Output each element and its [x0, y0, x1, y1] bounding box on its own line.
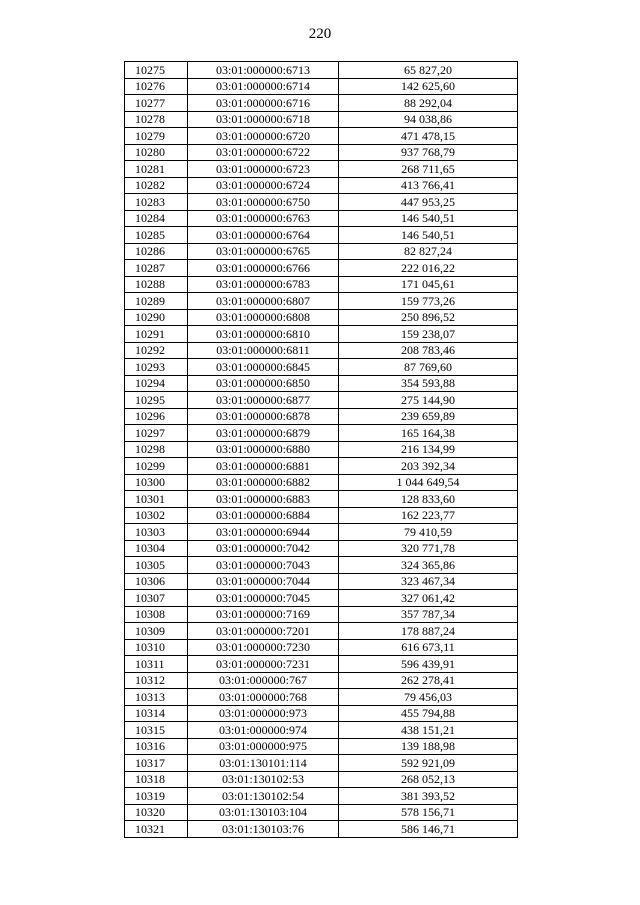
value-cell: 357 787,34 — [339, 606, 518, 623]
value-cell: 87 769,60 — [339, 359, 518, 376]
cadastral-number-cell: 03:01:000000:6764 — [188, 227, 339, 244]
row-number-cell: 10282 — [125, 177, 188, 194]
table-row — [125, 491, 518, 508]
cadastral-number-cell: 03:01:000000:7042 — [188, 540, 339, 557]
table-row — [125, 639, 518, 656]
table-row — [125, 227, 518, 244]
row-number-cell: 10275 — [125, 62, 188, 79]
row-number-cell: 10313 — [125, 689, 188, 706]
row-number-cell: 10291 — [125, 326, 188, 343]
cadastral-number-cell: 03:01:000000:7044 — [188, 573, 339, 590]
table-row — [125, 821, 518, 838]
cadastral-number-cell: 03:01:000000:6763 — [188, 210, 339, 227]
value-cell: 178 887,24 — [339, 623, 518, 640]
table-row — [125, 210, 518, 227]
table-row — [125, 738, 518, 755]
cadastral-number-cell: 03:01:000000:7201 — [188, 623, 339, 640]
cadastral-number-cell: 03:01:000000:6882 — [188, 474, 339, 491]
table-row — [125, 128, 518, 145]
row-number-cell: 10297 — [125, 425, 188, 442]
value-cell: 320 771,78 — [339, 540, 518, 557]
table-row — [125, 557, 518, 574]
cadastral-number-cell: 03:01:000000:6724 — [188, 177, 339, 194]
row-number-cell: 10306 — [125, 573, 188, 590]
row-number-cell: 10292 — [125, 342, 188, 359]
row-number-cell: 10311 — [125, 656, 188, 673]
value-cell: 455 794,88 — [339, 705, 518, 722]
table-row — [125, 78, 518, 95]
table-row — [125, 194, 518, 211]
value-cell: 128 833,60 — [339, 491, 518, 508]
table-row — [125, 788, 518, 805]
row-number-cell: 10307 — [125, 590, 188, 607]
cadastral-number-cell: 03:01:000000:6723 — [188, 161, 339, 178]
row-number-cell: 10294 — [125, 375, 188, 392]
value-cell: 937 768,79 — [339, 144, 518, 161]
table-row — [125, 359, 518, 376]
row-number-cell: 10289 — [125, 293, 188, 310]
row-number-cell: 10315 — [125, 722, 188, 739]
cadastral-number-cell: 03:01:000000:6845 — [188, 359, 339, 376]
table-row — [125, 804, 518, 821]
cadastral-number-cell: 03:01:000000:7169 — [188, 606, 339, 623]
row-number-cell: 10317 — [125, 755, 188, 772]
table-row — [125, 441, 518, 458]
cadastral-number-cell: 03:01:000000:7231 — [188, 656, 339, 673]
value-cell: 171 045,61 — [339, 276, 518, 293]
row-number-cell: 10310 — [125, 639, 188, 656]
table-row — [125, 161, 518, 178]
row-number-cell: 10277 — [125, 95, 188, 112]
value-cell: 327 061,42 — [339, 590, 518, 607]
value-cell: 208 783,46 — [339, 342, 518, 359]
value-cell: 381 393,52 — [339, 788, 518, 805]
value-cell: 592 921,09 — [339, 755, 518, 772]
cadastral-number-cell: 03:01:000000:6783 — [188, 276, 339, 293]
value-cell: 471 478,15 — [339, 128, 518, 145]
value-cell: 222 016,22 — [339, 260, 518, 277]
cadastral-number-cell: 03:01:130103:76 — [188, 821, 339, 838]
cadastral-number-cell: 03:01:000000:6720 — [188, 128, 339, 145]
row-number-cell: 10280 — [125, 144, 188, 161]
table-row — [125, 260, 518, 277]
page-number: 220 — [308, 26, 332, 42]
row-number-cell: 10293 — [125, 359, 188, 376]
cadastral-number-cell: 03:01:000000:6750 — [188, 194, 339, 211]
table-row — [125, 425, 518, 442]
row-number-cell: 10288 — [125, 276, 188, 293]
row-number-cell: 10296 — [125, 408, 188, 425]
row-number-cell: 10303 — [125, 524, 188, 541]
cadastral-number-cell: 03:01:000000:6884 — [188, 507, 339, 524]
cadastral-number-cell: 03:01:000000:6765 — [188, 243, 339, 260]
table-row — [125, 507, 518, 524]
value-cell: 159 773,26 — [339, 293, 518, 310]
cadastral-number-cell: 03:01:000000:6883 — [188, 491, 339, 508]
table-row — [125, 540, 518, 557]
row-number-cell: 10302 — [125, 507, 188, 524]
row-number-cell: 10285 — [125, 227, 188, 244]
table-row — [125, 111, 518, 128]
row-number-cell: 10284 — [125, 210, 188, 227]
value-cell: 586 146,71 — [339, 821, 518, 838]
cadastral-value-table — [124, 61, 518, 838]
table-row — [125, 293, 518, 310]
cadastral-number-cell: 03:01:000000:6807 — [188, 293, 339, 310]
table-row — [125, 144, 518, 161]
cadastral-number-cell: 03:01:000000:6881 — [188, 458, 339, 475]
table-row — [125, 590, 518, 607]
table-body — [125, 62, 518, 838]
cadastral-number-cell: 03:01:000000:6878 — [188, 408, 339, 425]
table-row — [125, 524, 518, 541]
table-row — [125, 95, 518, 112]
value-cell: 239 659,89 — [339, 408, 518, 425]
table-row — [125, 342, 518, 359]
value-cell: 447 953,25 — [339, 194, 518, 211]
cadastral-number-cell: 03:01:000000:6944 — [188, 524, 339, 541]
cadastral-number-cell: 03:01:130102:53 — [188, 771, 339, 788]
cadastral-number-cell: 03:01:000000:6850 — [188, 375, 339, 392]
cadastral-number-cell: 03:01:000000:6718 — [188, 111, 339, 128]
value-cell: 82 827,24 — [339, 243, 518, 260]
row-number-cell: 10286 — [125, 243, 188, 260]
value-cell: 88 292,04 — [339, 95, 518, 112]
cadastral-number-cell: 03:01:000000:6811 — [188, 342, 339, 359]
cadastral-number-cell: 03:01:000000:7230 — [188, 639, 339, 656]
row-number-cell: 10281 — [125, 161, 188, 178]
value-cell: 262 278,41 — [339, 672, 518, 689]
row-number-cell: 10298 — [125, 441, 188, 458]
value-cell: 79 410,59 — [339, 524, 518, 541]
value-cell: 203 392,34 — [339, 458, 518, 475]
table-row — [125, 606, 518, 623]
table-row — [125, 705, 518, 722]
table-row — [125, 62, 518, 79]
row-number-cell: 10305 — [125, 557, 188, 574]
value-cell: 146 540,51 — [339, 210, 518, 227]
row-number-cell: 10301 — [125, 491, 188, 508]
table-row — [125, 623, 518, 640]
row-number-cell: 10278 — [125, 111, 188, 128]
row-number-cell: 10287 — [125, 260, 188, 277]
row-number-cell: 10279 — [125, 128, 188, 145]
value-cell: 216 134,99 — [339, 441, 518, 458]
cadastral-number-cell: 03:01:000000:974 — [188, 722, 339, 739]
cadastral-number-cell: 03:01:130102:54 — [188, 788, 339, 805]
cadastral-number-cell: 03:01:000000:6808 — [188, 309, 339, 326]
cadastral-number-cell: 03:01:000000:6716 — [188, 95, 339, 112]
row-number-cell: 10300 — [125, 474, 188, 491]
value-cell: 354 593,88 — [339, 375, 518, 392]
table-row — [125, 656, 518, 673]
value-cell: 139 188,98 — [339, 738, 518, 755]
table-row — [125, 771, 518, 788]
table-row — [125, 392, 518, 409]
cadastral-number-cell: 03:01:000000:6766 — [188, 260, 339, 277]
cadastral-number-cell: 03:01:000000:6810 — [188, 326, 339, 343]
cadastral-number-cell: 03:01:000000:768 — [188, 689, 339, 706]
row-number-cell: 10304 — [125, 540, 188, 557]
value-cell: 578 156,71 — [339, 804, 518, 821]
value-cell: 165 164,38 — [339, 425, 518, 442]
row-number-cell: 10295 — [125, 392, 188, 409]
value-cell: 596 439,91 — [339, 656, 518, 673]
value-cell: 250 896,52 — [339, 309, 518, 326]
row-number-cell: 10309 — [125, 623, 188, 640]
row-number-cell: 10314 — [125, 705, 188, 722]
table-row — [125, 177, 518, 194]
cadastral-number-cell: 03:01:000000:7043 — [188, 557, 339, 574]
cadastral-number-cell: 03:01:000000:6877 — [188, 392, 339, 409]
table-row — [125, 722, 518, 739]
value-cell: 324 365,86 — [339, 557, 518, 574]
table-row — [125, 375, 518, 392]
cadastral-number-cell: 03:01:000000:6713 — [188, 62, 339, 79]
table-row — [125, 309, 518, 326]
row-number-cell: 10312 — [125, 672, 188, 689]
value-cell: 159 238,07 — [339, 326, 518, 343]
table-row — [125, 755, 518, 772]
cadastral-number-cell: 03:01:000000:6879 — [188, 425, 339, 442]
row-number-cell: 10321 — [125, 821, 188, 838]
row-number-cell: 10276 — [125, 78, 188, 95]
table-row — [125, 672, 518, 689]
cadastral-number-cell: 03:01:000000:975 — [188, 738, 339, 755]
table-row — [125, 408, 518, 425]
value-cell: 142 625,60 — [339, 78, 518, 95]
cadastral-number-cell: 03:01:130101:114 — [188, 755, 339, 772]
cadastral-number-cell: 03:01:000000:973 — [188, 705, 339, 722]
value-cell: 65 827,20 — [339, 62, 518, 79]
row-number-cell: 10318 — [125, 771, 188, 788]
row-number-cell: 10299 — [125, 458, 188, 475]
table-row — [125, 326, 518, 343]
value-cell: 413 766,41 — [339, 177, 518, 194]
cadastral-number-cell: 03:01:000000:6880 — [188, 441, 339, 458]
cadastral-number-cell: 03:01:000000:6722 — [188, 144, 339, 161]
value-cell: 616 673,11 — [339, 639, 518, 656]
row-number-cell: 10283 — [125, 194, 188, 211]
table-row — [125, 243, 518, 260]
cadastral-number-cell: 03:01:000000:7045 — [188, 590, 339, 607]
value-cell: 323 467,34 — [339, 573, 518, 590]
value-cell: 438 151,21 — [339, 722, 518, 739]
value-cell: 275 144,90 — [339, 392, 518, 409]
row-number-cell: 10320 — [125, 804, 188, 821]
value-cell: 94 038,86 — [339, 111, 518, 128]
value-cell: 268 711,65 — [339, 161, 518, 178]
table-row — [125, 276, 518, 293]
row-number-cell: 10308 — [125, 606, 188, 623]
cadastral-number-cell: 03:01:000000:767 — [188, 672, 339, 689]
row-number-cell: 10290 — [125, 309, 188, 326]
value-cell: 268 052,13 — [339, 771, 518, 788]
value-cell: 162 223,77 — [339, 507, 518, 524]
cadastral-number-cell: 03:01:130103:104 — [188, 804, 339, 821]
cadastral-number-cell: 03:01:000000:6714 — [188, 78, 339, 95]
table-row — [125, 458, 518, 475]
value-cell: 1 044 649,54 — [339, 474, 518, 491]
value-cell: 146 540,51 — [339, 227, 518, 244]
value-cell: 79 456,03 — [339, 689, 518, 706]
table-row — [125, 689, 518, 706]
row-number-cell: 10316 — [125, 738, 188, 755]
table-row — [125, 573, 518, 590]
table-row — [125, 474, 518, 491]
row-number-cell: 10319 — [125, 788, 188, 805]
